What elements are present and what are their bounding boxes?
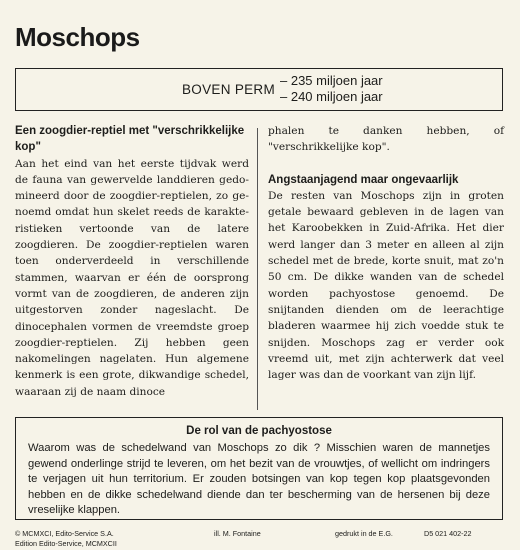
box-heading: De rol van de pachyostose	[186, 425, 332, 437]
section-heading-frightening: Angstaanjagend maar ongevaarlijk	[268, 173, 459, 186]
section-heading-reptile: Een zoogdier-reptiel met "verschrikkelijke kop"	[15, 125, 245, 154]
section-text-reptile-continued: phalen te danken hebben, of "verschrikkelijke kop".	[268, 125, 504, 154]
card-title: Moschops	[15, 22, 140, 52]
era-name: BOVEN PERM	[182, 82, 276, 97]
box-text: Waarom was de schedelwand van Moschops zo dik ? Misschien waren de mannetjes gewend onderlinge strijd te leveren, om het bezit van de vrouwtjes, of wellicht om indringers te verjagen uit hun territorium. Er zouden botsingen van kop tegen kop plaatsgevonden hebben en de dikke schedelwand diende dan ter bescherming van de hersenen bij deze vreselijke klappen.	[28, 442, 490, 516]
left-column	[15, 123, 249, 400]
footer-printed: gedrukt in de E.G.	[335, 529, 393, 538]
era-age-from: – 235 miljoen jaar	[280, 73, 383, 88]
footer-code: D5 021 402-22	[424, 529, 472, 538]
era-box	[15, 68, 503, 111]
section-text-frightening: De resten van Moschops zijn in groten getale bewaard gebleven in de lagen van het Karoobekken in Zuid-Afrika. Het dier werd langer dan 3 meter en alleen al zijn schedel met de brede, korte snuit, mat zo'n 50 cm. De dikke wanden van de schedel worden pachyostose genoemd. De snijtanden dienden om de leerachtige bladeren waarmee hij zich voedde stuk te snijden. Moschops zag er verder ook vreemd uit, met zijn achterwerk dat veel lager was dan de voorkant van zijn lijf.	[268, 189, 504, 382]
footer-copyright	[15, 529, 117, 549]
footer-copyright-line-1: © MCMXCI, Edito-Service S.A.	[15, 529, 114, 538]
era-age-to: – 240 miljoen jaar	[280, 89, 383, 104]
column-divider	[257, 128, 258, 410]
footer-illustrator: ill. M. Fontaine	[214, 529, 261, 538]
era-ages	[280, 73, 383, 105]
section-text-reptile: Aan het eind van het eerste tijdvak werd de fauna van gewervelde landdieren gedomineerd door de zoogdier-reptielen, zo genoemd omdat hun skelet reeds de karakteristieken vertoonde van de latere zoogdieren. De zoogdier-reptielen waren toen onderverdeeld in verschillende stammen, waarvan er één de oorsprong vormt van de zoogdieren, de anderen zijn uitgestorven zonder nageslacht. De dinocephalen vormen de vreemdste groep zoogdier-reptielen. Zij hebben geen nakomelingen nagelaten. Hun algemene kenmerk is een grote, dikwandige schedel, waaraan zij de naam dinoce	[15, 157, 249, 398]
right-column	[268, 123, 504, 383]
pachyostosis-box	[15, 417, 503, 520]
footer-copyright-line-2: Edition Edito-Service, MCMXCII	[15, 539, 117, 548]
